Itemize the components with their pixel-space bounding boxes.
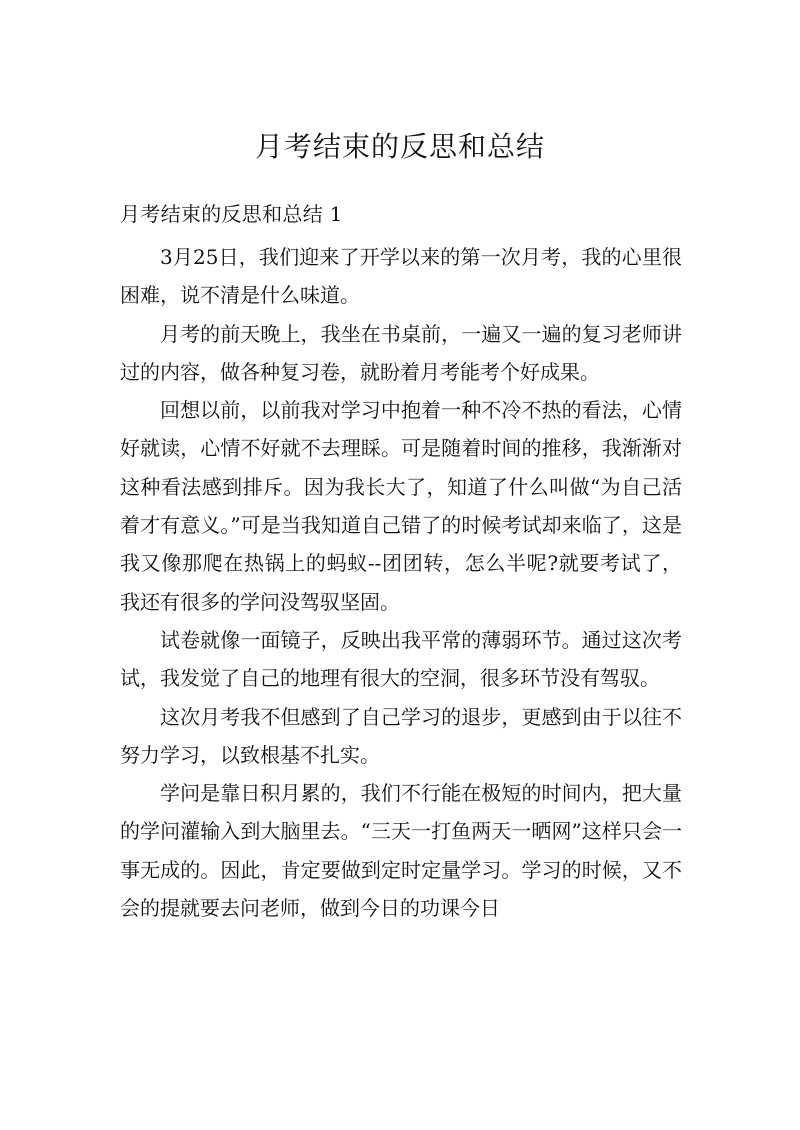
document-subtitle: 月考结束的反思和总结 1 — [120, 202, 343, 226]
document-title: 月考结束的反思和总结 — [254, 130, 545, 163]
paragraph: 学问是靠日积月累的，我们不行能在极短的时间内，把大量的学问灌输入到大脑里去。“三天一打鱼两天一晒网”这样只会一事无成的。因此，肯定要做到定时定量学习。学习的时候，又不会的提就要去问老师，做到今日的功课今日 — [120, 781, 682, 921]
paragraph: 3月25日，我们迎来了开学以来的第一次月考，我的心里很困难，说不清是什么味道。 — [120, 245, 682, 308]
paragraph: 月考的前天晚上，我坐在书桌前，一遍又一遍的复习老师讲过的内容，做各种复习卷，就盼着月考能考个好成果。 — [120, 321, 682, 384]
paragraph: 回想以前，以前我对学习中抱着一种不冷不热的看法，心情好就读，心情不好就不去理睬。可是随着时间的推移，我渐渐对这种看法感到排斥。因为我长大了，知道了什么叫做“为自己活着才有意义。”可是当我知道自己错了的时候考试却来临了，这是我又像那爬在热锅上的蚂蚁--团团转，怎么半呢?就要考试了，我还有很多的学问没驾驭坚固。 — [120, 398, 682, 614]
paragraph: 试卷就像一面镜子，反映出我平常的薄弱环节。通过这次考试，我发觉了自己的地理有很大的空洞，很多环节没有驾驭。 — [120, 627, 682, 691]
document-body — [120, 238, 682, 927]
paragraph: 这次月考我不但感到了自己学习的退步，更感到由于以往不努力学习，以致根基不扎实。 — [120, 704, 682, 767]
